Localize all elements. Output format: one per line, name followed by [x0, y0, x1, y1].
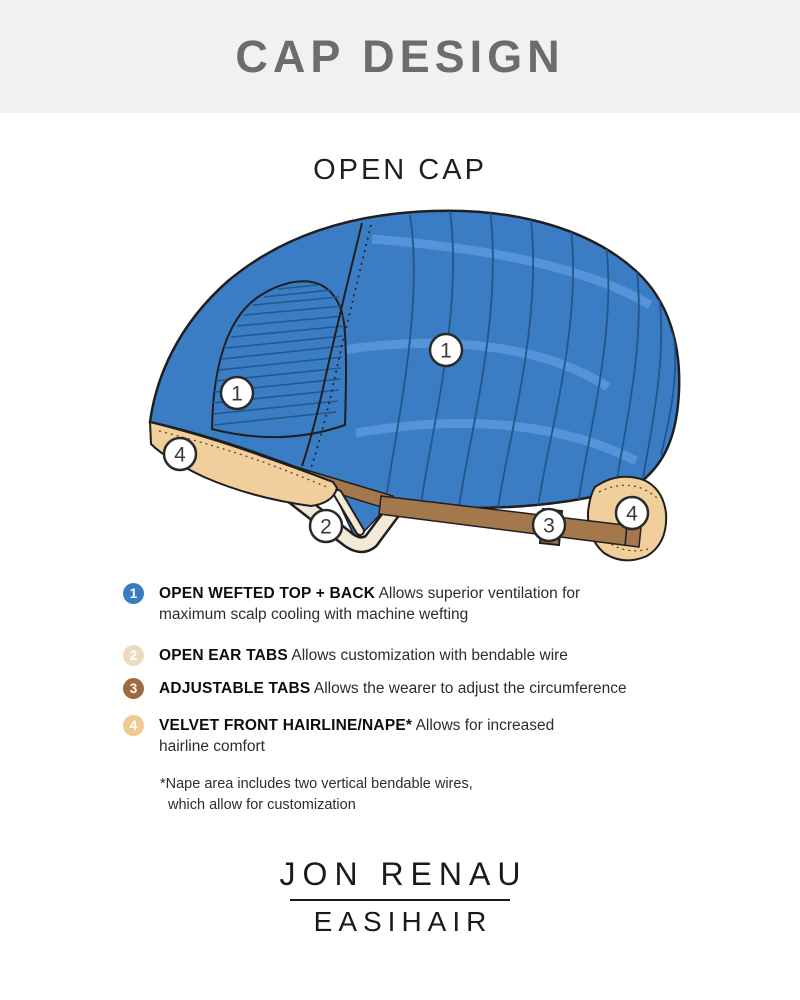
legend-text [159, 645, 568, 666]
svg-text:1: 1 [440, 339, 452, 363]
cap-illustration [0, 197, 800, 577]
legend-item-description: Allows superior ventilation for maximum scalp cooling with machine wefting [159, 585, 581, 623]
header-band [0, 0, 800, 113]
callout-3-strap [533, 509, 565, 541]
legend-item-description: Allows customization with bendable wire [291, 647, 568, 664]
nape-footnote [160, 774, 800, 816]
legend-item-label: OPEN EAR TABS [159, 647, 288, 664]
callout-4-nape [616, 497, 648, 529]
legend-badge-1: 1 [123, 583, 144, 604]
legend-item-open-wefted-top [123, 583, 800, 625]
brand-collection: EASIHAIR [313, 906, 493, 937]
legend-badge-4: 4 [123, 715, 144, 736]
legend-text [159, 583, 614, 625]
svg-text:4: 4 [626, 502, 638, 526]
callout-1-front [221, 377, 253, 409]
legend-item-label: VELVET FRONT HAIRLINE/NAPE* [159, 717, 413, 734]
legend-item-label: ADJUSTABLE TABS [159, 680, 311, 697]
legend-item-open-ear-tabs [123, 645, 800, 666]
legend-item-adjustable-tabs [123, 678, 800, 699]
legend-item-label: OPEN WEFTED TOP + BACK [159, 585, 376, 602]
svg-text:3: 3 [543, 514, 555, 538]
feature-legend [123, 583, 800, 757]
legend-badge-3: 3 [123, 678, 144, 699]
footnote-line-2: which allow for customization [168, 797, 356, 813]
svg-text:4: 4 [174, 443, 186, 467]
brand-logo [0, 856, 800, 938]
cap-style-heading: OPEN CAP [313, 154, 487, 186]
legend-text [159, 678, 627, 699]
legend-badge-2: 2 [123, 645, 144, 666]
svg-text:1: 1 [231, 382, 243, 406]
callout-2-ear-tab [310, 510, 342, 542]
callout-1-back [430, 334, 462, 366]
legend-text [159, 715, 589, 757]
logo-divider [290, 899, 510, 901]
svg-text:2: 2 [320, 515, 332, 539]
legend-item-description: Allows for increased hairline comfort [159, 717, 555, 755]
legend-item-velvet-front [123, 715, 800, 757]
cap-diagram-svg [0, 197, 800, 577]
footnote-line-1: *Nape area includes two vertical bendable wires, [160, 776, 473, 792]
callout-4-front-hairline [164, 438, 196, 470]
brand-name: JON RENAU [279, 856, 528, 892]
legend-item-description: Allows the wearer to adjust the circumference [313, 680, 627, 697]
page-title: CAP DESIGN [235, 30, 565, 82]
